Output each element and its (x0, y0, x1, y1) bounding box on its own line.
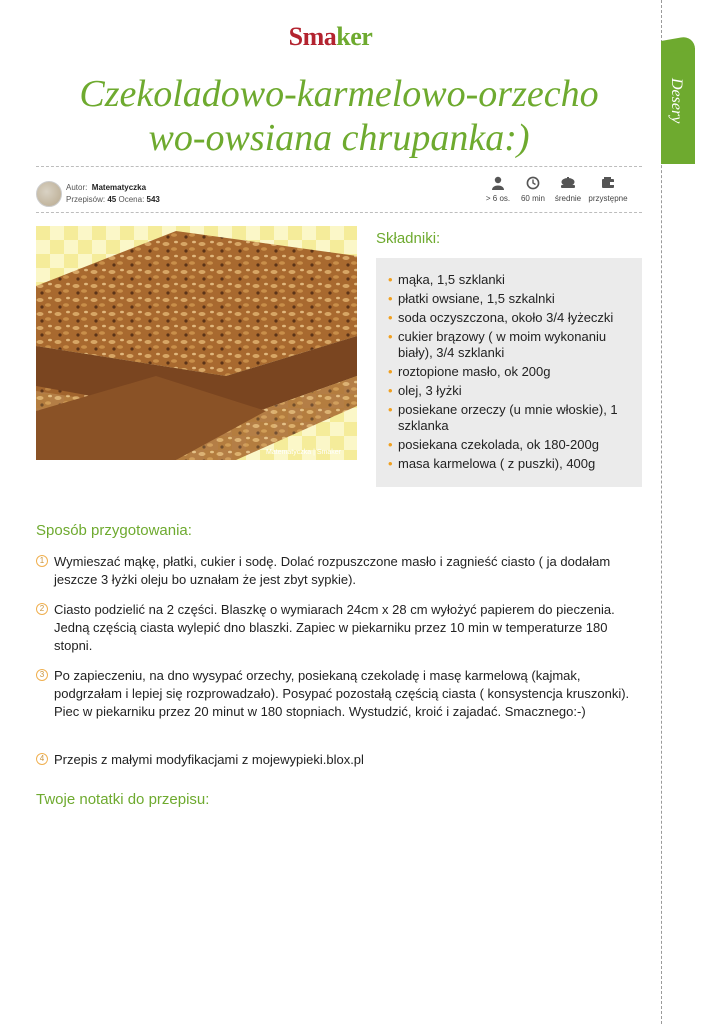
step-text: Ciasto podzielić na 2 części. Blaszkę o wymiarach 24cm x 28 cm wyłożyć papierem do pieczenia. Jedną częścią ciasta wylepić dno blaszki. Zapiec w piekarniku przez 10 min w temperaturze 180 stopni. (54, 602, 615, 653)
recipe-title: Czekoladowo-karmelowo-orzecho wo-owsiana chrupanka:) (79, 73, 599, 159)
divider (36, 212, 642, 213)
recipe-photo (36, 226, 357, 460)
person-icon (491, 176, 505, 190)
divider (36, 166, 642, 167)
category-label: Desery (668, 78, 685, 124)
chef-hat-icon (560, 176, 576, 190)
list-item: • płatki owsiane, 1,5 szkalnki (386, 291, 638, 307)
cost: przystępne (587, 176, 629, 203)
avatar (36, 181, 62, 207)
list-item: • soda oczyszczona, około 3/4 łyżeczki (386, 310, 638, 326)
prep-time: 60 min (517, 176, 549, 203)
photo-watermark: Matematyczka | Smaker (266, 449, 341, 456)
step-4 (36, 751, 642, 769)
ingredients-list (386, 272, 638, 475)
step-number: 2 (36, 603, 48, 615)
list-item: • posiekana czekolada, ok 180-200g (386, 437, 638, 453)
servings: > 6 os. (482, 176, 514, 203)
clock-icon (526, 176, 540, 190)
step-3 (36, 667, 642, 721)
list-item: • roztopione masło, ok 200g (386, 364, 638, 380)
category-tab (661, 48, 695, 164)
step-number: 3 (36, 669, 48, 681)
ingredients-box (376, 258, 642, 487)
list-item: • olej, 3 łyżki (386, 383, 638, 399)
list-item: • mąka, 1,5 szklanki (386, 272, 638, 288)
step-1 (36, 553, 642, 589)
wallet-icon (601, 176, 615, 190)
notes-heading: Twoje notatki do przepisu: (36, 791, 210, 808)
step-text: Przepis z małymi modyfikacjami z mojewypieki.blox.pl (54, 752, 364, 767)
difficulty: średnie (550, 176, 586, 203)
step-text: Wymieszać mąkę, płatki, cukier i sodę. Dolać rozpuszczone masło i zagnieść ciasto ( ja dodałam jeszcze 3 łyżki oleju bo uznałam że jest zbyt sypkie). (54, 554, 611, 587)
list-item: • masa karmelowa ( z puszki), 400g (386, 456, 638, 472)
step-2 (36, 601, 642, 655)
step-number: 1 (36, 555, 48, 567)
list-item: • posiekane orzeczy (u mnie włoskie), 1 szklanka (386, 402, 638, 434)
author-info: Autor: Matematyczka Przepisów: 45 Ocena: 543 (66, 183, 160, 204)
brand-logo: Smaker (288, 22, 373, 51)
step-text: Po zapieczeniu, na dno wysypać orzechy, posiekaną czekoladę i masę karmelową (kajmak, podgrzałam i lepiej się rozprowadzało). Posypać pozostałą częścią ciasta ( konsystencja kruszonki). Piec w piekarniku przez 20 minut w 180 stopniach. Wystudzić, kroić i zajadać. Smacznego:-) (54, 668, 630, 719)
method-heading: Sposób przygotowania: (36, 522, 192, 539)
ingredients-heading: Składniki: (376, 230, 441, 247)
step-number: 4 (36, 753, 48, 765)
author-name: Matematyczka (91, 183, 147, 192)
list-item: • cukier brązowy ( w moim wykonaniu biały), 3/4 szklanki (386, 329, 638, 361)
